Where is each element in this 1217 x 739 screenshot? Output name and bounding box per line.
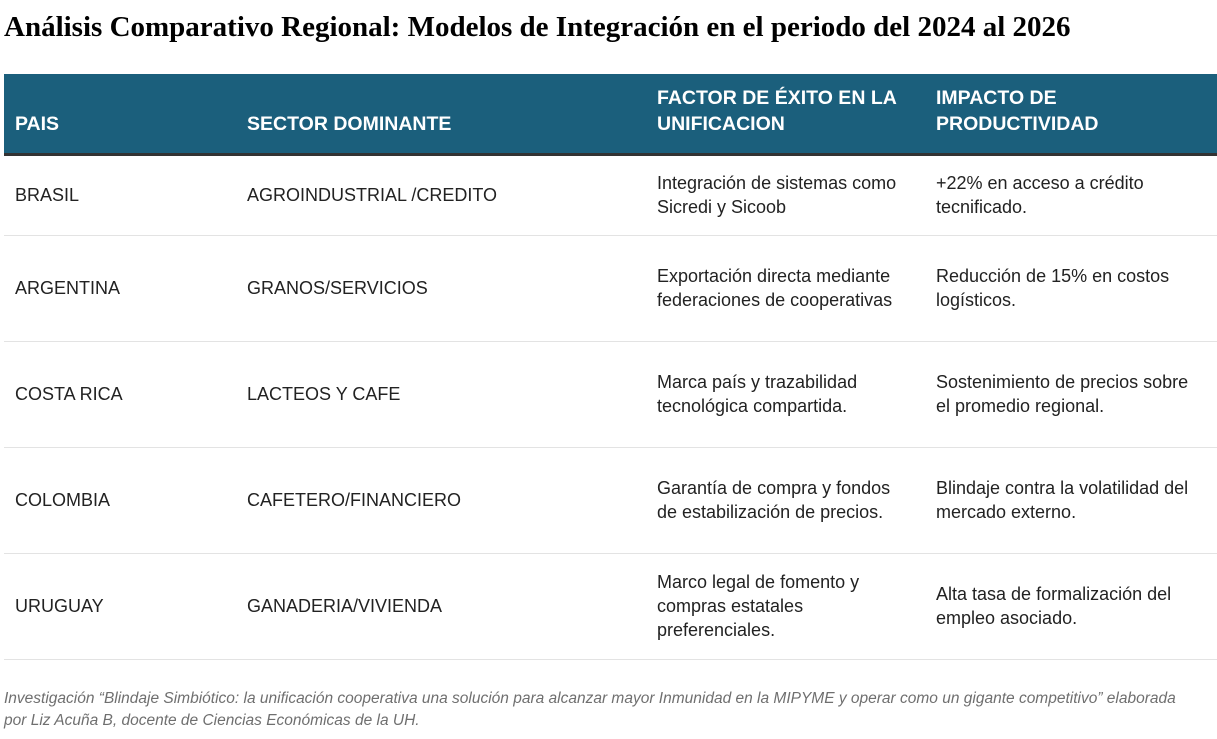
cell-pais: ARGENTINA xyxy=(4,235,236,341)
cell-sector: LACTEOS Y CAFE xyxy=(236,341,646,447)
cell-pais: COLOMBIA xyxy=(4,447,236,553)
table-row xyxy=(4,235,1217,341)
cell-impacto: Sostenimiento de precios sobre el promedio regional. xyxy=(925,341,1217,447)
cell-factor: Exportación directa mediante federaciones de cooperativas xyxy=(646,235,925,341)
cell-pais: COSTA RICA xyxy=(4,341,236,447)
cell-sector: AGROINDUSTRIAL /CREDITO xyxy=(236,154,646,235)
source-footnote: Investigación “Blindaje Simbiótico: la unificación cooperativa una solución para alcanzar mayor Inmunidad en la MIPYME y operar como un gigante competitivo” elaborada por Liz Acuña B, docente de Ciencias Económicas de la UH. xyxy=(4,690,1176,729)
table-header xyxy=(4,74,1217,154)
table-row xyxy=(4,154,1217,235)
cell-factor: Integración de sistemas como Sicredi y Sicoob xyxy=(646,154,925,235)
cell-sector: GANADERIA/VIVIENDA xyxy=(236,553,646,659)
comparison-table xyxy=(4,74,1217,660)
header-impacto: IMPACTO DE PRODUCTIVIDAD xyxy=(925,74,1217,154)
cell-factor: Garantía de compra y fondos de estabilización de precios. xyxy=(646,447,925,553)
cell-pais: BRASIL xyxy=(4,154,236,235)
cell-impacto: Reducción de 15% en costos logísticos. xyxy=(925,235,1217,341)
page-title: Análisis Comparativo Regional: Modelos de Integración en el periodo del 2024 al 2026 xyxy=(4,11,1071,43)
cell-pais: URUGUAY xyxy=(4,553,236,659)
table-header-row xyxy=(4,74,1217,154)
cell-sector: CAFETERO/FINANCIERO xyxy=(236,447,646,553)
table-row xyxy=(4,447,1217,553)
cell-sector: GRANOS/SERVICIOS xyxy=(236,235,646,341)
cell-factor: Marca país y trazabilidad tecnológica compartida. xyxy=(646,341,925,447)
table-row xyxy=(4,341,1217,447)
header-sector: SECTOR DOMINANTE xyxy=(236,74,646,154)
table-body xyxy=(4,154,1217,659)
header-factor: FACTOR DE ÉXITO EN LA UNIFICACION xyxy=(646,74,925,154)
cell-factor: Marco legal de fomento y compras estatales preferenciales. xyxy=(646,553,925,659)
header-pais: PAIS xyxy=(4,74,236,154)
cell-impacto: Alta tasa de formalización del empleo asociado. xyxy=(925,553,1217,659)
table-row xyxy=(4,553,1217,659)
cell-impacto: +22% en acceso a crédito tecnificado. xyxy=(925,154,1217,235)
cell-impacto: Blindaje contra la volatilidad del mercado externo. xyxy=(925,447,1217,553)
